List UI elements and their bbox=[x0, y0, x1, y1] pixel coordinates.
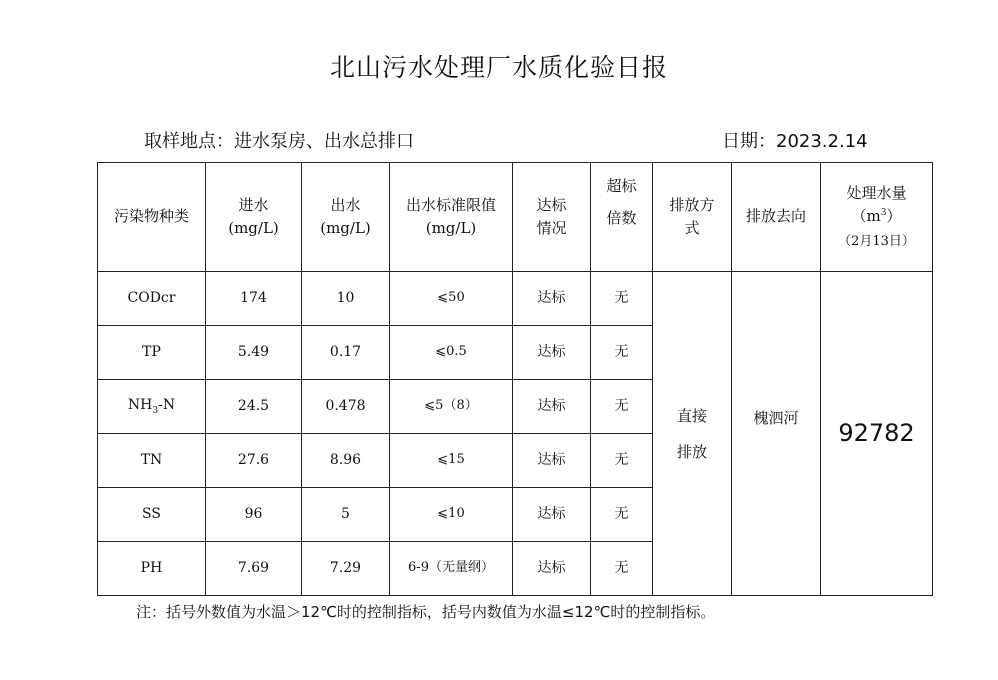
header-discharge-method bbox=[653, 163, 732, 272]
exceed-cell bbox=[591, 542, 653, 596]
compliance-cell: 达标 bbox=[513, 380, 591, 434]
header-compliance bbox=[513, 163, 591, 272]
header-exceed bbox=[591, 163, 653, 272]
volume-unit-pre: （m bbox=[851, 207, 881, 226]
exceed-cell bbox=[591, 380, 653, 434]
inflow-cell: 7.69 bbox=[206, 542, 302, 596]
header-inflow bbox=[206, 163, 302, 272]
compliance-cell: 达标 bbox=[513, 488, 591, 542]
pollutant-cell: TP bbox=[98, 326, 206, 380]
limit-cell: ⩽10 bbox=[390, 488, 513, 542]
discharge-dest-value: 槐泗河 bbox=[753, 409, 799, 427]
compliance-cell: 达标 bbox=[513, 434, 591, 488]
header-exceed-line1: 超标 bbox=[606, 177, 637, 195]
header-volume-label: 处理水量 bbox=[846, 184, 907, 203]
header-limit-unit: (mg/L) bbox=[425, 219, 477, 237]
compliance-cell: 达标 bbox=[513, 272, 591, 326]
header-discharge-dest: 排放去向 bbox=[732, 163, 821, 272]
pollutant-tail: -N bbox=[158, 396, 176, 413]
pollutant-cell: SS bbox=[98, 488, 206, 542]
compliance-cell: 达标 bbox=[513, 326, 591, 380]
pollutant-subscript: 3 bbox=[152, 405, 159, 416]
pollutant-cell: PH bbox=[98, 542, 206, 596]
discharge-dest-cell bbox=[732, 272, 821, 596]
header-limit-label: 出水标准限值 bbox=[405, 195, 496, 214]
exceed-value: 无 bbox=[614, 289, 629, 306]
header-outflow bbox=[302, 163, 390, 272]
water-quality-table bbox=[97, 162, 933, 596]
water-quality-table-container bbox=[97, 162, 933, 596]
header-limit bbox=[390, 163, 513, 272]
header-volume bbox=[821, 163, 933, 272]
discharge-method-line1: 直接 bbox=[676, 406, 707, 425]
header-pollutant: 污染物种类 bbox=[98, 163, 206, 272]
discharge-method-line2: 排放 bbox=[676, 442, 707, 461]
inflow-cell: 5.49 bbox=[206, 326, 302, 380]
report-title: 北山污水处理厂水质化验日报 bbox=[329, 53, 668, 82]
exceed-cell: 无 bbox=[591, 488, 653, 542]
inflow-cell: 24.5 bbox=[206, 380, 302, 434]
sampling-location: 取样地点：进水泵房、出水总排口 bbox=[144, 131, 414, 152]
report-date: 日期：2023.2.14 bbox=[722, 131, 868, 152]
header-discharge-method-line2: 式 bbox=[684, 219, 700, 237]
inflow-cell: 96 bbox=[206, 488, 302, 542]
outflow-cell: 5 bbox=[302, 488, 390, 542]
exceed-value: 无 bbox=[614, 343, 629, 360]
limit-cell: ⩽50 bbox=[390, 272, 513, 326]
header-discharge-method-line1: 排放方 bbox=[669, 195, 715, 214]
outflow-cell: 7.29 bbox=[302, 542, 390, 596]
limit-cell: ⩽0.5 bbox=[390, 326, 513, 380]
volume-cell: 92782 bbox=[821, 272, 933, 596]
compliance-cell: 达标 bbox=[513, 542, 591, 596]
header-inflow-unit: (mg/L) bbox=[228, 219, 279, 237]
outflow-cell: 10 bbox=[302, 272, 390, 326]
footnote: 注：括号外数值为水温＞12℃时的控制指标，括号内数值为水温≤12℃时的控制指标。 bbox=[136, 603, 716, 621]
limit-cell: ⩽15 bbox=[390, 434, 513, 488]
outflow-cell: 0.17 bbox=[302, 326, 390, 380]
header-volume-date: （2月13日） bbox=[838, 233, 915, 249]
pollutant-cell bbox=[98, 380, 206, 434]
exceed-cell bbox=[591, 326, 653, 380]
header-compliance-line2: 情况 bbox=[536, 219, 567, 237]
exceed-cell bbox=[591, 272, 653, 326]
header-outflow-label: 出水 bbox=[330, 195, 361, 214]
exceed-value: 无 bbox=[614, 397, 629, 414]
header-inflow-label: 进水 bbox=[238, 195, 269, 214]
header-outflow-unit: (mg/L) bbox=[320, 219, 371, 237]
outflow-cell: 8.96 bbox=[302, 434, 390, 488]
exceed-cell bbox=[591, 434, 653, 488]
pollutant-cell: CODcr bbox=[98, 272, 206, 326]
limit-cell: 6-9（无量纲） bbox=[390, 542, 513, 596]
header-compliance-line1: 达标 bbox=[536, 195, 567, 214]
table-row bbox=[98, 272, 933, 326]
header-exceed-line2: 倍数 bbox=[606, 208, 637, 227]
inflow-cell: 27.6 bbox=[206, 434, 302, 488]
pollutant-cell: TN bbox=[98, 434, 206, 488]
exceed-value: 无 bbox=[614, 451, 629, 468]
pollutant-main: NH bbox=[127, 396, 153, 413]
exceed-value: 无 bbox=[614, 559, 629, 576]
inflow-cell: 174 bbox=[206, 272, 302, 326]
header-row bbox=[98, 163, 933, 272]
volume-unit-post: ） bbox=[886, 207, 902, 226]
header-volume-unit bbox=[852, 207, 902, 225]
volume-unit-sup: 3 bbox=[880, 208, 887, 219]
outflow-cell: 0.478 bbox=[302, 380, 390, 434]
limit-cell: ⩽5（8） bbox=[390, 380, 513, 434]
discharge-method-cell bbox=[653, 272, 732, 596]
